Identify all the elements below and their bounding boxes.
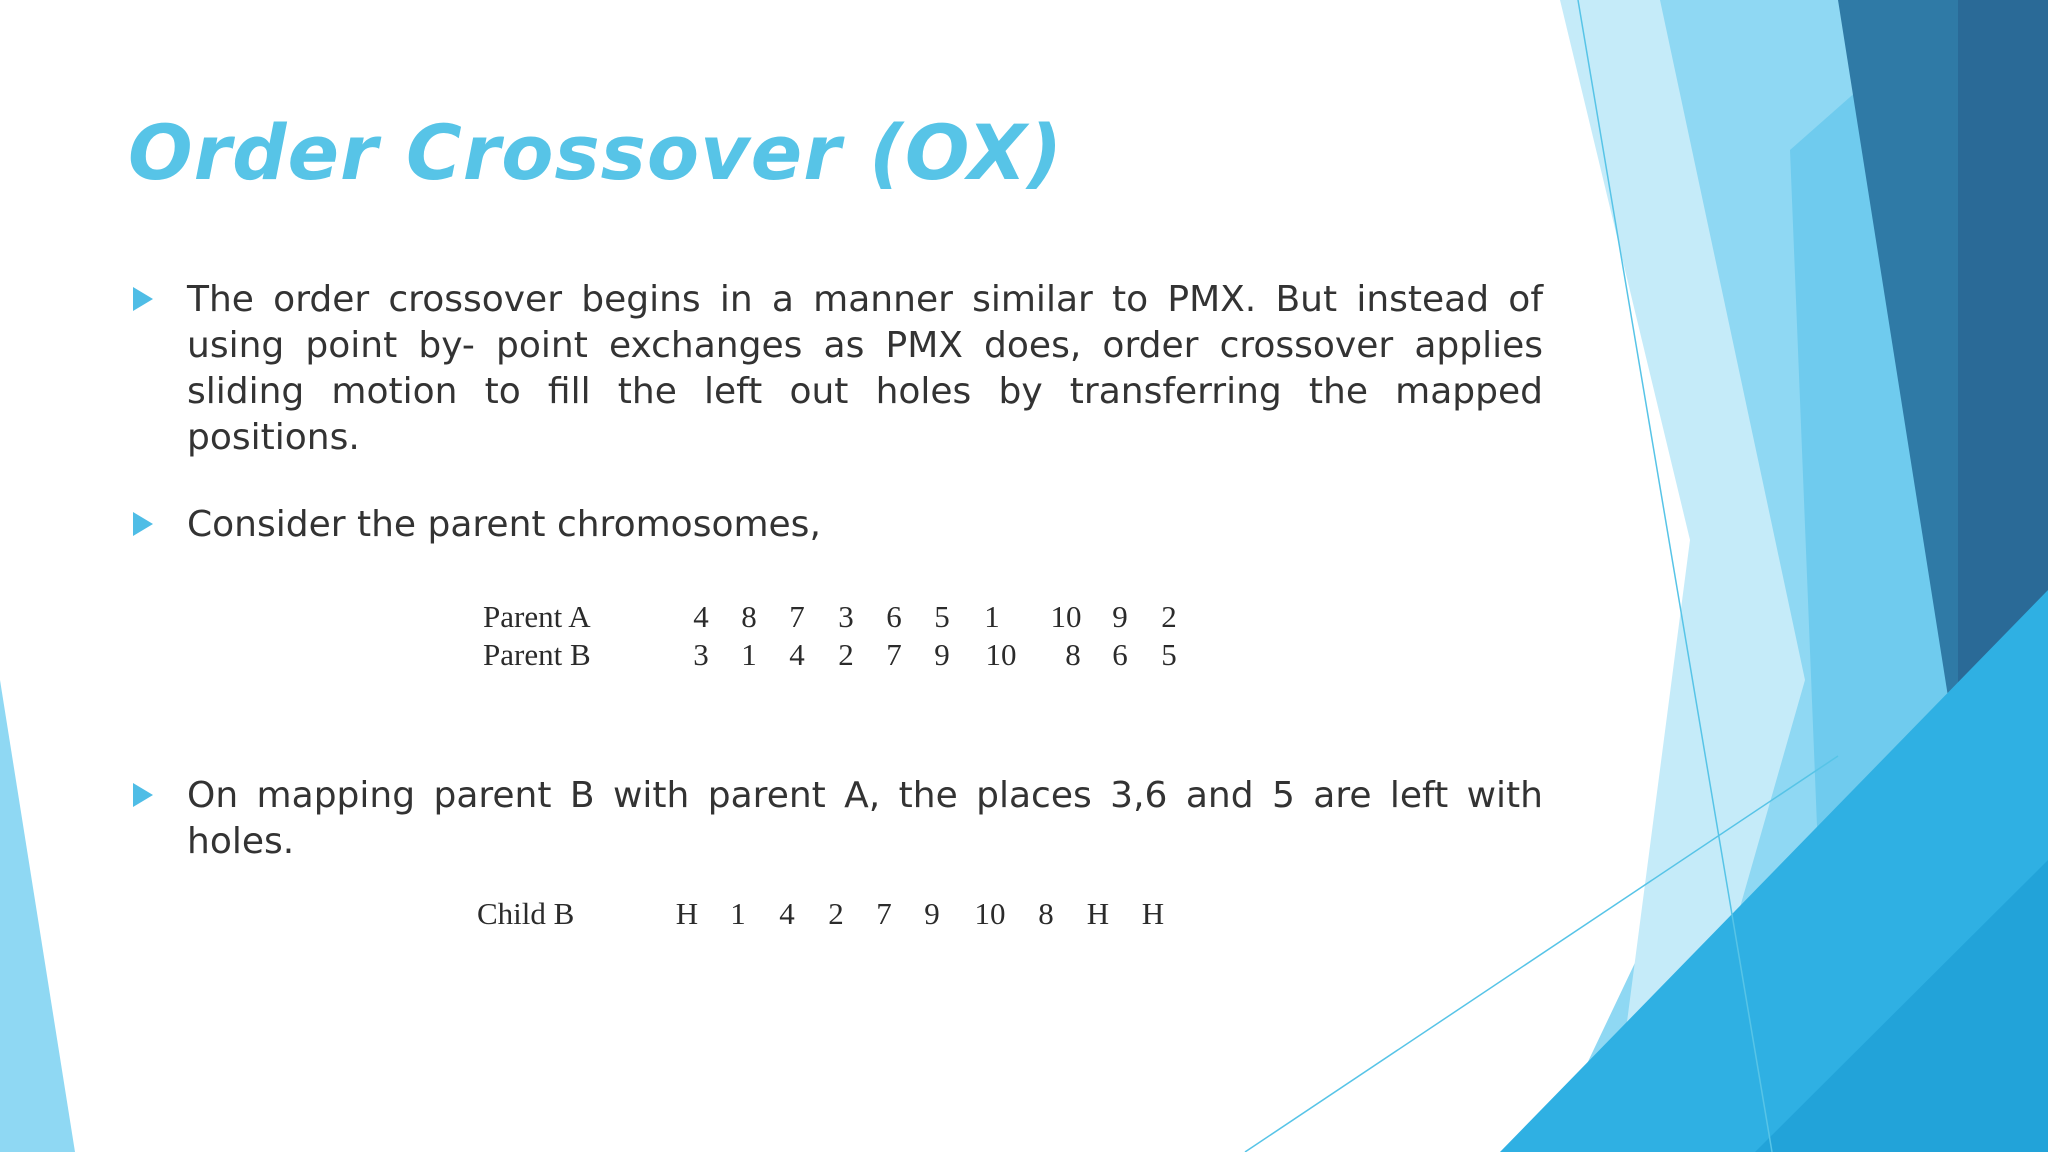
gene-cell: 8	[741, 599, 757, 634]
gene-cell: 6	[1112, 637, 1128, 672]
parent-a-label: Parent A	[483, 599, 591, 634]
parent-a-row	[483, 599, 1203, 637]
gene-cell: 6	[886, 599, 902, 634]
gene-cell: 8	[1038, 896, 1054, 931]
gene-cell: 1	[730, 896, 746, 931]
left-edge-shape	[0, 680, 75, 1152]
gene-cell: H	[1086, 896, 1110, 931]
bullet-text: The order crossover begins in a manner similar to PMX. But instead of using point by- point exchanges as PMX does, order crossover applies sliding motion to fill the left out holes by transferring the mapped positions.	[187, 279, 1543, 458]
parent-b-row	[483, 637, 1203, 675]
bullet-arrow-icon	[133, 512, 153, 536]
gene-cell: H	[1141, 896, 1165, 931]
gene-cell: 7	[789, 599, 805, 634]
gene-cell: 9	[934, 637, 950, 672]
gene-cell: 4	[789, 637, 805, 672]
bullet-text: On mapping parent B with parent A, the places 3,6 and 5 are left with holes.	[187, 775, 1543, 862]
gene-cell: 3	[838, 599, 854, 634]
bullet-text: Consider the parent chromosomes,	[187, 504, 821, 545]
gene-cell: 1	[741, 637, 757, 672]
bullet-arrow-icon	[133, 287, 153, 311]
child-chromosome-table	[477, 896, 1197, 936]
gene-cell: 7	[876, 896, 892, 931]
gene-cell: 7	[886, 637, 902, 672]
bullet-arrow-icon	[133, 783, 153, 807]
gene-cell: 9	[924, 896, 940, 931]
gene-cell: 4	[779, 896, 795, 931]
parent-chromosome-table	[483, 599, 1203, 679]
gene-cell: 10	[974, 896, 1006, 931]
gene-cell: 4	[693, 599, 709, 634]
gene-cell: 9	[1112, 599, 1128, 634]
gene-cell: 5	[934, 599, 950, 634]
gene-cell: 1	[984, 599, 1000, 634]
slide-title: Order Crossover (OX)	[128, 108, 1064, 197]
gene-cell: 2	[828, 896, 844, 931]
gene-cell: 10	[985, 637, 1017, 672]
gene-cell: 5	[1161, 637, 1177, 672]
child-b-label: Child B	[477, 896, 575, 931]
gene-cell: 3	[693, 637, 709, 672]
gene-cell: 2	[1161, 599, 1177, 634]
gene-cell: 10	[1050, 599, 1082, 634]
gene-cell: 2	[838, 637, 854, 672]
gene-cell: 8	[1065, 637, 1081, 672]
parent-b-label: Parent B	[483, 637, 591, 672]
gene-cell: H	[675, 896, 699, 931]
